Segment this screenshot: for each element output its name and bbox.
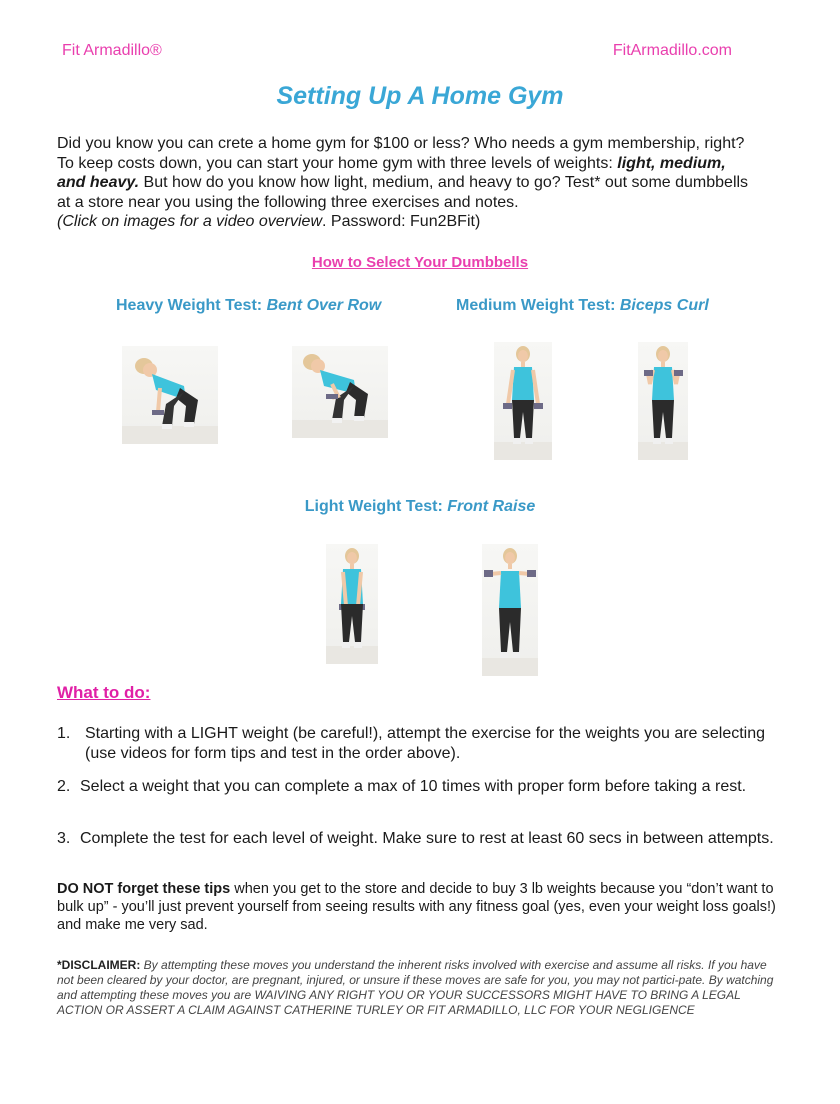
list-item (57, 829, 777, 849)
video-note: (Click on images for a video overview (57, 213, 322, 230)
list-item (57, 777, 777, 797)
step-number: 3. (57, 830, 71, 847)
heavy-test-exercise: Bent Over Row (266, 297, 382, 314)
medium-test-heading (456, 297, 709, 315)
tips-text: when you get to the store and decide to buy 3 lb weights because you “don’t want to bulk up” - you’ll just prevent yourself from seeing results with any fitness goal (yes, even your weight loss goals!) and make me very sad. (57, 881, 776, 933)
step-text: Starting with a LIGHT weight (be careful!), attempt the exercise for the weights you are selecting (use videos for form tips and test in the order above). (85, 725, 766, 762)
front-raise-start-photo[interactable] (326, 544, 378, 664)
light-test-heading (0, 498, 840, 516)
disclaimer-label: *DISCLAIMER: (57, 958, 141, 972)
intro-paragraph (57, 134, 757, 232)
light-test-label: Light Weight Test: (304, 498, 448, 515)
brand-website-link[interactable]: FitArmadillo.com (612, 42, 732, 59)
list-item (57, 724, 777, 764)
medium-test-label: Medium Weight Test: (456, 297, 620, 314)
password-note: . Password: Fun2BFit) (322, 213, 481, 230)
tips-lead: DO NOT forget these tips (57, 881, 231, 897)
select-dumbbells-heading[interactable]: How to Select Your Dumbbells (311, 254, 529, 271)
bent-over-row-lift-photo[interactable] (292, 346, 388, 438)
medium-test-exercise: Biceps Curl (619, 297, 709, 314)
disclaimer (57, 958, 782, 1018)
intro-text: Did you know you can crete a home gym for $100 or less? Who needs a gym membership, right? To keep costs down, you can start your home gym with three levels of weights: (57, 135, 745, 172)
intro-text-2: But how do you know how light, medium, and heavy to go? Test* out some dumbbells at a store near you using the following three exercises and notes. (57, 174, 749, 211)
intro-weight-levels: light, medium, and heavy. (57, 154, 726, 191)
tips-paragraph (57, 880, 782, 934)
page-title: Setting Up A Home Gym (276, 82, 564, 110)
heavy-test-heading (116, 297, 381, 315)
biceps-curl-lift-photo[interactable] (638, 342, 688, 460)
brand-name: Fit Armadillo® (62, 42, 162, 59)
bent-over-row-start-photo[interactable] (122, 346, 218, 444)
disclaimer-text: By attempting these moves you understand the inherent risks involved with exercise and assume all risks. If you have not been cleared by your doctor, are pregnant, injured, or unsure if these moves are safe for you, you may not partici-pate. By watching and attempting these moves you are WAIVING ANY RIGHT YOU OR YOUR SUCCESSORS MIGHT HAVE TO BRING A LEGAL ACTION OR ASSERT A CLAIM AGAINST CATHERINE TURLEY OR FIT ARMADILLO, LLC FOR YOUR NEGLIGENCE (57, 958, 774, 1017)
biceps-curl-start-photo[interactable] (494, 342, 552, 460)
heavy-test-label: Heavy Weight Test: (116, 297, 267, 314)
step-text: Select a weight that you can complete a max of 10 times with proper form before taking a rest. (80, 778, 747, 795)
step-text: Complete the test for each level of weight. Make sure to rest at least 60 secs in between attempts. (80, 830, 774, 847)
light-test-exercise: Front Raise (447, 498, 536, 515)
what-to-do-heading: What to do: (57, 683, 151, 702)
step-number: 1. (57, 725, 71, 742)
step-number: 2. (57, 778, 71, 795)
front-raise-lift-photo[interactable] (482, 544, 538, 676)
